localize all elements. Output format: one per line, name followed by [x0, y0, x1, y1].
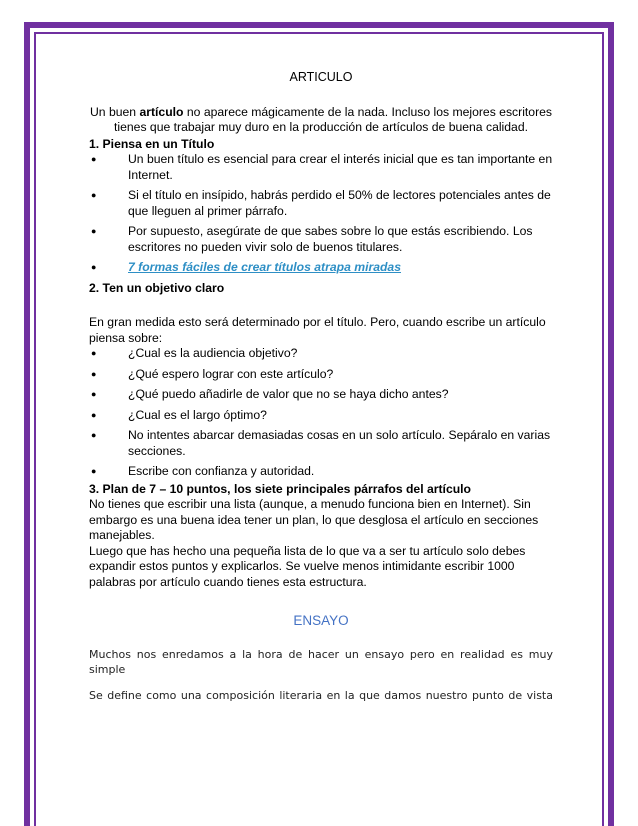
list-item [89, 260, 553, 276]
section2-paragraph: En gran medida esto será determinado por el título. Pero, cuando escribe un artículo piensa sobre: [89, 315, 546, 345]
list-item: ● Escribe con confianza y autoridad. [91, 464, 315, 478]
section3-heading: 3. Plan de 7 – 10 puntos, los siete principales párrafos del artículo [89, 481, 472, 496]
list-item: ● ¿Qué espero lograr con este artículo? [91, 366, 334, 381]
titles-link[interactable]: 7 formas fáciles de crear títulos atrapa miradas [128, 260, 401, 274]
bullet-icon: ● [91, 409, 97, 420]
bullet-icon: ● [91, 154, 97, 164]
document-body [89, 70, 553, 713]
list-item: ● Un buen título es esencial para crear el interés inicial que es tan importante en Internet. [91, 152, 553, 182]
section1-heading: 1. Piensa en un Título [89, 136, 215, 151]
essay-title: ENSAYO [293, 613, 349, 628]
section3-paragraph-2: Luego que has hecho una pequeña lista de lo que va a ser tu artículo solo debes expandir estos puntos y explicarlos. Se vuelve menos intimidante escribir 1000 palabras por artículo cuando tienes esta estructura. [89, 543, 526, 589]
bullet-icon: ● [91, 190, 97, 200]
essay-paragraph-1: Muchos nos enredamos a la hora de hacer un ensayo pero en realidad es muy simple [89, 647, 553, 676]
list-item: ● ¿Cual es el largo óptimo? [91, 407, 267, 422]
intro-pre: Un buen [89, 104, 140, 119]
list-item: ● Si el título en insípido, habrás perdido el 50% de lectores potenciales antes de que lleguen al primer párrafo. [91, 188, 551, 218]
section2-heading: 2. Ten un objetivo claro [89, 280, 225, 295]
intro-bold-word: artículo [139, 104, 184, 119]
bullet-icon: ● [91, 389, 97, 399]
document-title: ARTICULO [289, 70, 353, 84]
intro-post: no aparece mágicamente de la nada. Incluso los mejores escritores tienes que trabajar muy duro en la producción de artículos de buena calidad. [114, 104, 553, 134]
bullet-icon: ● [91, 226, 97, 236]
list-item: ● Por supuesto, asegúrate de que sabes sobre lo que estás escribiendo. Los escritores no pueden vivir solo de buenos titulares. [91, 224, 533, 254]
bullet-icon: ● [91, 466, 97, 476]
bullet-icon: ● [91, 262, 97, 272]
list-item: ● No intentes abarcar demasiadas cosas en un solo artículo. Sepáralo en varias secciones. [91, 428, 551, 458]
essay-paragraph-2: Se define como una composición literaria en la que damos nuestro punto de vista [89, 688, 553, 702]
section3-paragraph-1: No tienes que escribir una lista (aunque, a menudo funciona bien en Internet). Sin embargo es una buena idea tener un plan, lo que desglosa el artículo en secciones manejables. [89, 497, 539, 542]
bullet-icon: ● [91, 348, 97, 358]
list-item: ● ¿Qué puedo añadirle de valor que no se haya dicho antes? [91, 387, 449, 401]
bullet-icon: ● [91, 368, 97, 379]
bullet-icon: ● [91, 430, 97, 440]
intro-paragraph [89, 105, 553, 136]
list-item: ● ¿Cual es la audiencia objetivo? [91, 346, 298, 360]
spacer [89, 296, 553, 315]
